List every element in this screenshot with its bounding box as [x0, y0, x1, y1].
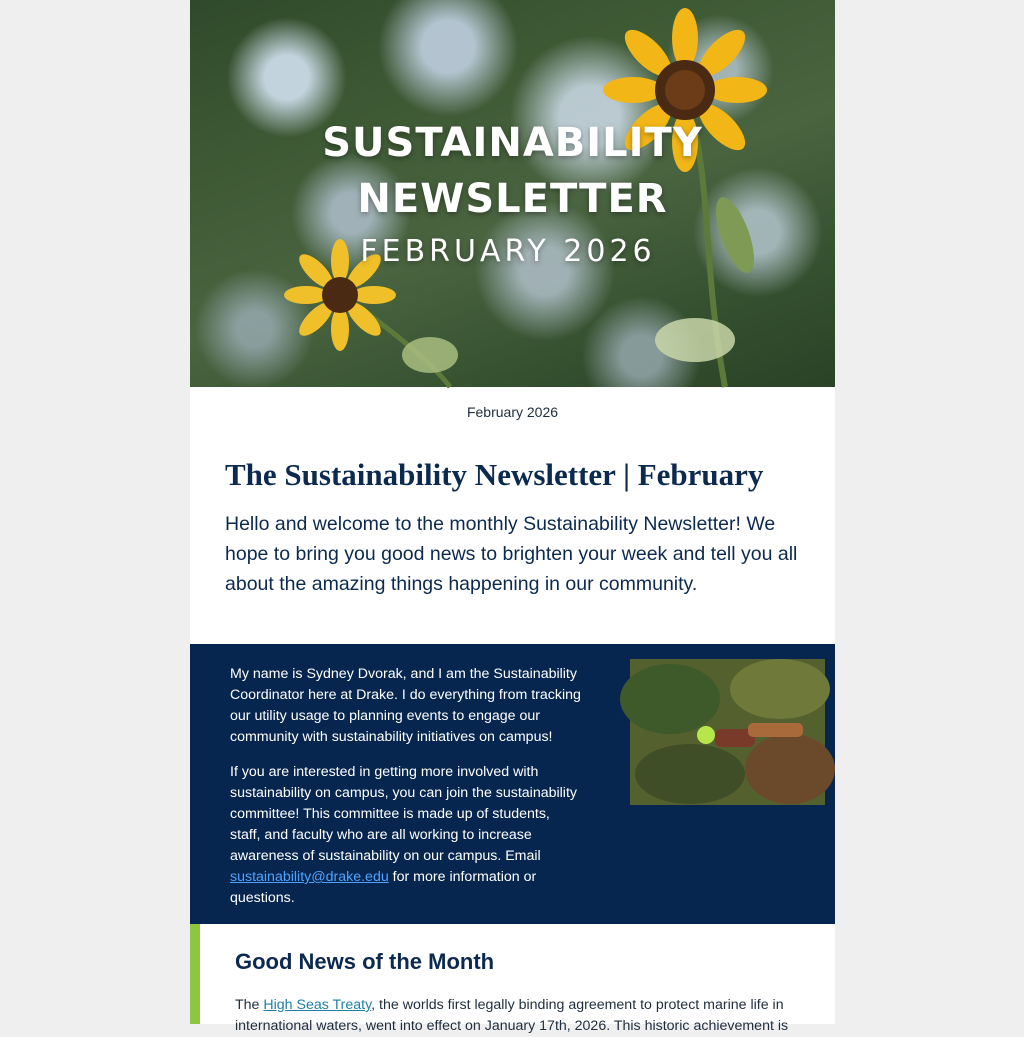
good-news-paragraph	[235, 995, 800, 1037]
newsletter-email	[190, 0, 835, 1034]
good-news-text-rest: , the worlds first legally binding agreement to protect marine life in international waters, went into effect on January 17th, 2026. This historic achievement is	[235, 997, 789, 1034]
issue-date: February 2026	[466, 404, 559, 420]
coordinator-photo-image	[630, 659, 825, 805]
coordinator-paragraph-1: My name is Sydney Dvorak, and I am the Sustainability Coordinator here at Drake. I do everything from tracking our utility usage to planning events to engage our community with sustainability initiatives on campus!	[230, 666, 581, 745]
high-seas-treaty-link[interactable]: High Seas Treaty	[263, 997, 372, 1013]
good-news-text-start: The	[235, 997, 264, 1013]
coordinator-paragraph-2	[230, 762, 582, 909]
hero-banner	[190, 0, 835, 387]
newsletter-headline: The Sustainability Newsletter | February	[225, 457, 764, 492]
hero-title-line1: SUSTAINABILITY	[322, 120, 703, 166]
coordinator-section	[190, 644, 835, 924]
coordinator-photo	[630, 659, 825, 805]
hero-title-line2: NEWSLETTER	[357, 176, 668, 222]
coordinator-paragraph-2-text: If you are interested in getting more involved with sustainability on campus, you can join the sustainability committee! This committee is made up of students, staff, and faculty who are all working to increase awareness of sustainability on our campus. Email	[230, 764, 577, 864]
sustainability-email-link[interactable]: sustainability@drake.edu	[230, 869, 389, 885]
intro-paragraph: Hello and welcome to the monthly Sustainability Newsletter! We hope to bring you good news to brighten your week and tell you all about the amazing things happening in our community.	[225, 513, 798, 595]
good-news-heading: Good News of the Month	[235, 949, 495, 974]
coordinator-paragraph-2-tail: for more information or questions.	[230, 869, 537, 906]
good-news-section	[190, 924, 835, 1034]
good-news-accent-bar	[190, 924, 200, 1024]
hero-subtitle: FEBRUARY 2026	[360, 234, 656, 269]
